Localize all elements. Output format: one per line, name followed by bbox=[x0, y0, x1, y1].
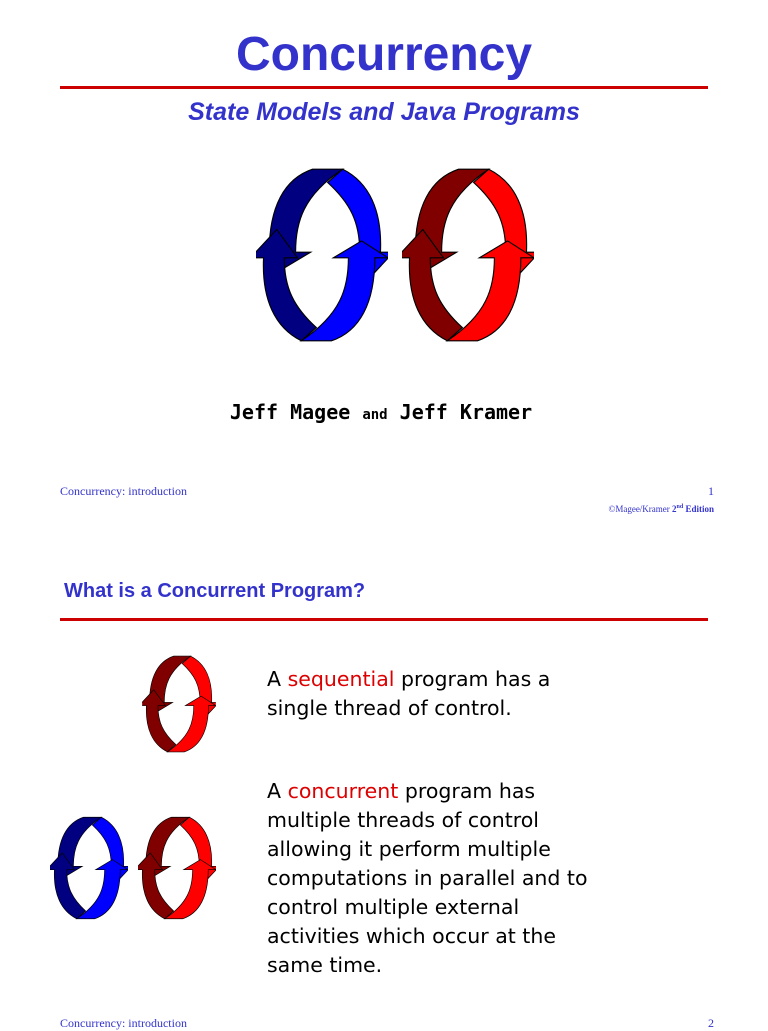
authors-and: and bbox=[362, 407, 388, 423]
authors-line bbox=[0, 400, 762, 424]
copyright-notice bbox=[608, 504, 714, 514]
author-kramer: Jeff Kramer bbox=[399, 400, 533, 424]
edition-word: Edition bbox=[685, 504, 714, 514]
sequential-line-1 bbox=[267, 665, 550, 694]
concurrent-pre: A bbox=[267, 779, 282, 803]
copyright-prefix: ©Magee/Kramer bbox=[608, 504, 670, 514]
concurrent-line: control multiple external bbox=[267, 895, 520, 919]
concurrent-line: activities which occur at the bbox=[267, 924, 556, 948]
red-cycle-arrows-icon bbox=[140, 654, 218, 754]
concurrent-paragraph bbox=[267, 777, 588, 980]
slide1-page-number: 1 bbox=[708, 484, 714, 498]
slide2-title: What is a Concurrent Program? bbox=[64, 580, 366, 602]
red-cycle-arrows-icon bbox=[402, 165, 534, 345]
blue-cycle-arrows-icon bbox=[48, 815, 130, 921]
concurrent-line: same time. bbox=[267, 953, 383, 977]
sequential-line-2: single thread of control. bbox=[267, 696, 512, 720]
author-magee: Jeff Magee bbox=[229, 400, 351, 424]
red-cycle-arrows-icon bbox=[136, 815, 218, 921]
keyword-sequential: sequential bbox=[287, 667, 395, 691]
sequential-pre: A bbox=[267, 667, 282, 691]
edition-number: 2 bbox=[672, 504, 677, 514]
sequential-paragraph bbox=[267, 665, 550, 723]
concurrent-line: multiple threads of control bbox=[267, 808, 539, 832]
sequential-post: program has a bbox=[401, 667, 551, 691]
keyword-concurrent: concurrent bbox=[287, 779, 399, 803]
concurrent-line: allowing it perform multiple bbox=[267, 837, 551, 861]
blue-cycle-arrows-icon bbox=[256, 165, 388, 345]
edition-suffix: nd bbox=[676, 504, 684, 510]
concurrent-line-1 bbox=[267, 777, 588, 806]
slide1-subtitle: State Models and Java Programs bbox=[188, 98, 580, 126]
slide2-footer-label: Concurrency: introduction bbox=[60, 1016, 187, 1030]
concurrent-line: computations in parallel and to bbox=[267, 866, 588, 890]
slide2-page-number: 2 bbox=[708, 1016, 714, 1030]
title-divider bbox=[60, 86, 708, 89]
slide1-title: Concurrency bbox=[235, 28, 533, 81]
slide1-footer-label: Concurrency: introduction bbox=[60, 484, 187, 498]
slide2-title-divider bbox=[60, 618, 708, 621]
concurrent-post: program has bbox=[404, 779, 536, 803]
